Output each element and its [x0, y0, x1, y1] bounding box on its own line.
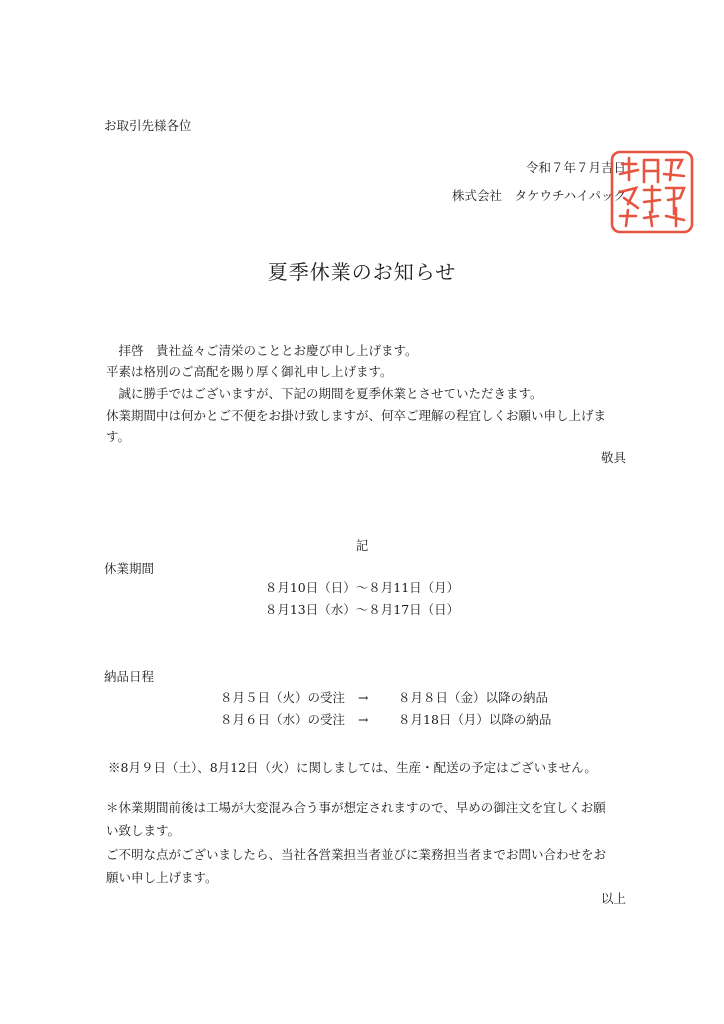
addressee: お取引先様各位 — [104, 118, 192, 133]
closure-period-heading: 休業期間 — [104, 561, 155, 576]
holiday-note: ※8月９日（土）、8月12日（火）に関しましては、生産・配送の予定はございません。 — [108, 760, 597, 775]
closing-ijo: 以上 — [600, 891, 626, 906]
order-date: ８月５日（火）の受注 — [220, 690, 346, 705]
delivery-schedule-heading: 納品日程 — [104, 669, 155, 684]
arrow-icon: → — [358, 712, 369, 727]
arrow-icon: → — [358, 690, 369, 705]
delivery-row — [220, 692, 548, 705]
company-name: 株式会社 タケウチハイパック — [451, 188, 626, 203]
body-line: す。 — [106, 429, 131, 444]
closing-keigu: 敬具 — [600, 450, 626, 465]
delivery-date: ８月18日（月）以降の納品 — [398, 712, 552, 727]
note-line: い致します。 — [106, 823, 181, 838]
ki-heading: 記 — [355, 538, 369, 553]
order-date: ８月６日（水）の受注 — [220, 712, 346, 727]
company-seal-stamp — [606, 146, 698, 238]
delivery-row — [220, 714, 551, 727]
issue-date: 令和７年７月吉日 — [525, 160, 626, 175]
closure-period-item: ８月10日（日）～８月11日（月） — [264, 580, 460, 595]
closure-period-item: ８月13日（水）～８月17日（日） — [264, 602, 460, 617]
note-line: ご不明な点がございましたら、当社各営業担当者並びに業務担当者までお問い合わせをお — [106, 847, 607, 862]
notice-title: 夏季休業のお知らせ — [267, 260, 457, 284]
body-line: 休業期間中は何かとご不便をお掛け致しますが、何卒ご理解の程宜しくお願い申し上げま — [106, 408, 607, 423]
note-line: ＊休業期間前後は工場が大変混み合う事が想定されますので、早めの御注文を宜しくお願 — [106, 800, 606, 815]
delivery-date: ８月８日（金）以降の納品 — [398, 690, 549, 705]
note-line: 願い申し上げます。 — [106, 870, 218, 885]
body-line: 拝啓 貴社益々ご清栄のこととお慶び申し上げます。 — [106, 343, 418, 358]
body-line: 誠に勝手ではございますが、下記の期間を夏季休業とさせていただきます。 — [106, 386, 543, 401]
body-line: 平素は格別のご高配を賜り厚く御礼申し上げます。 — [106, 364, 393, 379]
